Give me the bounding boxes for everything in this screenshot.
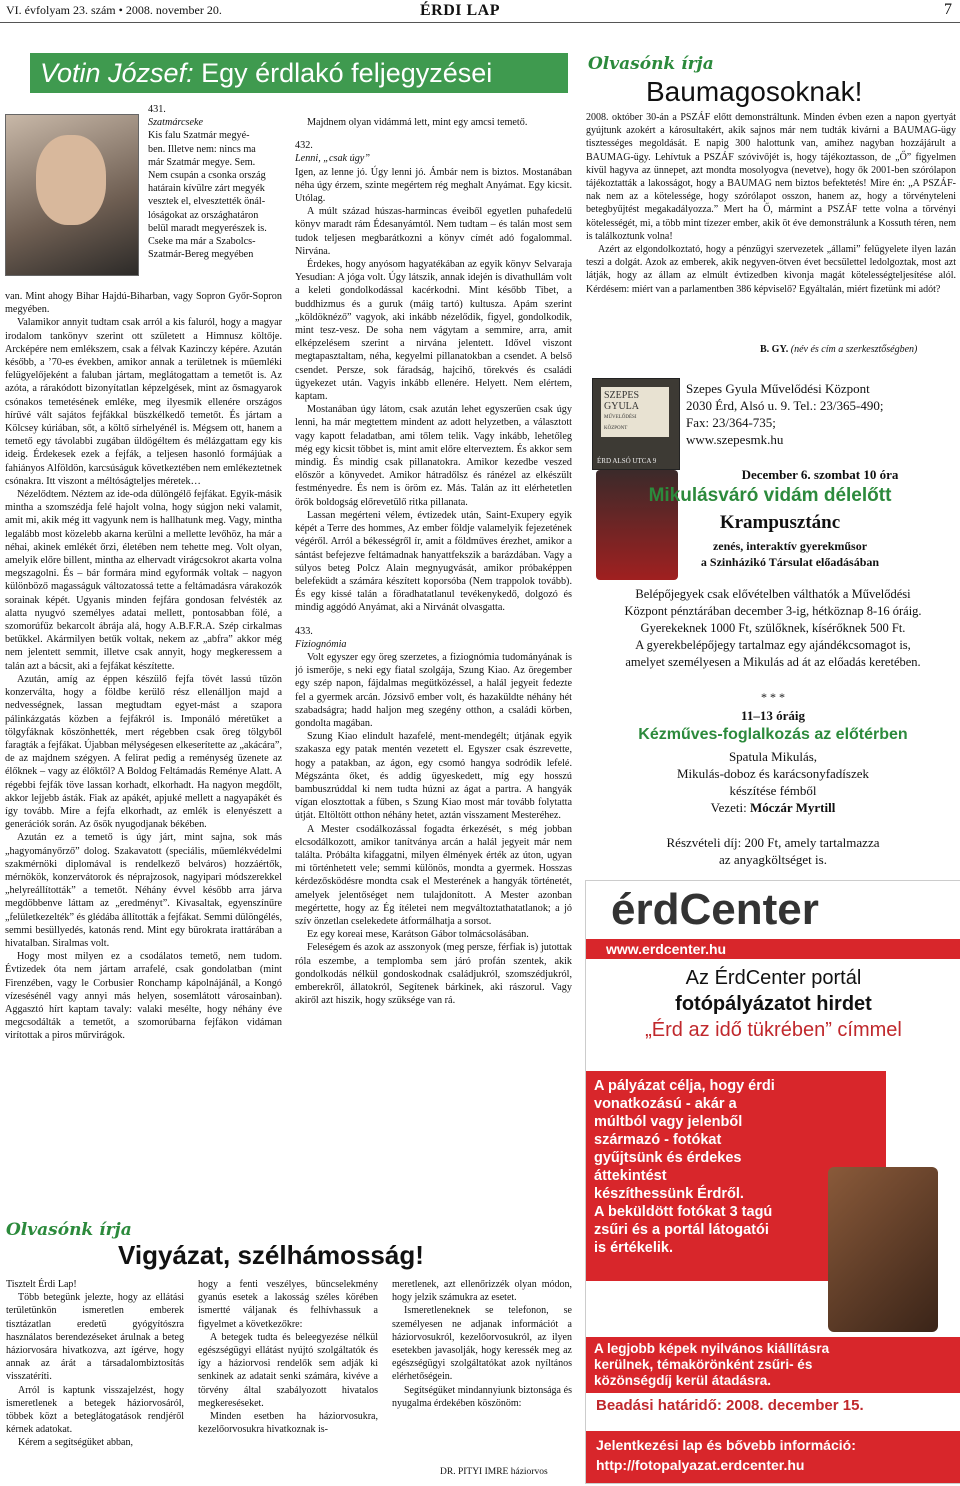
right-section-label: Olvasónk írja — [588, 54, 714, 74]
paragraph: Tisztelt Érdi Lap! — [6, 1279, 77, 1290]
logo-text: GYULA — [604, 401, 639, 412]
paragraph: Ez egy koreai mese, Karátson Gábor tolmácsolásában. — [307, 929, 529, 941]
paragraph: Feleségem és azok az asszonyok (meg persze, férfiak is) jutottak róla eszembe, a templomba sem járó profán szentek, akik gondolkodás nélkül gondoskodnak családjukról, szomszédjukról, emberekről, állatokról, Segítenek bárkinek, aki rászorul. Vagy akiről azt hiszik, hogy szüksége van rá. — [295, 942, 572, 1007]
workshop-items — [588, 748, 958, 816]
masthead: ÉRDI LAP — [420, 2, 501, 19]
vintage-camera-image — [828, 1167, 938, 1332]
paragraph: Segítségüket mindannyiunk biztonsága és nyugalma érdekében köszönöm: — [392, 1384, 572, 1409]
entry-number-431: 431. — [148, 104, 166, 115]
ad-text: A pályázat célja, hogy érdi — [594, 1078, 775, 1094]
ad-footer — [586, 1431, 960, 1483]
ad-line2: fotópályázatot hirdet — [675, 993, 872, 1015]
article-banner — [30, 53, 568, 93]
ad-text: kerülnek, témakörönként zsűri- és — [594, 1357, 813, 1372]
ad-text: gyűjtsünk és érdekes — [594, 1150, 742, 1166]
paragraph: hogy a fenti veszélyes, bűncselekmény gyanús esetek a lakosság széles körében ismertté váljanak és felhívhassuk a figyelmet a következőkre: — [198, 1279, 378, 1330]
workshop-title: Kézműves-foglalkozás az előtérben — [638, 726, 908, 743]
signature: B. GY. — [760, 344, 789, 355]
ad-line3: „Érd az idő tükrében” címmel — [645, 1019, 902, 1041]
right-letter-body — [586, 111, 956, 343]
event-date: December 6. szombat 10 óra — [741, 467, 899, 482]
ad-footer-link[interactable]: http://fotopalyazat.erdcenter.hu — [596, 1457, 805, 1473]
workshop-item: Mikulás-doboz és karácsonyfadíszek — [676, 766, 870, 781]
ad-text: A beküldött fotókat 3 tagú — [594, 1204, 773, 1220]
leader-name: Móczár Myrtill — [750, 800, 836, 815]
ad-text: is értékelik. — [594, 1240, 673, 1256]
ad-text: A legjobb képek nyilvános kiállításra — [594, 1341, 830, 1356]
article-title: Egy érdlakó feljegyzései — [201, 58, 493, 88]
bottom-letter-col-2 — [198, 1278, 378, 1482]
intro-line: Szatmár-Bereg megyében — [148, 249, 254, 261]
article-author: Votin József: — [40, 58, 194, 88]
ad-footer-text: Jelentkezési lap és bővebb információ: — [596, 1437, 856, 1453]
paragraph: Ismeretleneknek se telefonon, se személyesen ne adjanak információt a háziorvosukról, kezelőorvosukról, az ilyen esetekben javasolják, hogy keressék meg az egészségügyi szolgáltatókat azok nyíltános elérhetőségein. — [392, 1305, 572, 1383]
ad-text: közönségdíj kerül átadásra. — [594, 1373, 772, 1388]
entry-title-431: Szatmárcseke — [148, 117, 204, 129]
paragraph: Azért az elgondolkoztató, hogy a pénzügyi szervezetek „állami” felügyelete ilyen lazán teszi a dolgát. Azok az emberek, akik negyven-ötven évet becsülettel ledolgoztak, most azt látják, hogy az állam az elmúlt évtizedben kivonja magát kötelességteljesítése alól. Kérdésem: miért van a parlamentben 386 képviselő? Egyáltalán, miért fizetünk mi adót? — [586, 244, 956, 295]
info-line: Belépőjegyek csak elővételben válthatók a Művelődési — [635, 587, 911, 601]
fee-line: az anyagköltséget is. — [719, 852, 827, 867]
event-sub: zenés, interaktív gyerekműsor — [712, 539, 868, 553]
right-letter-title: Baumagosoknak! — [646, 76, 863, 107]
ad-text: múltból vagy jelenből — [594, 1114, 743, 1130]
ad-text: vonatkozású - akár a — [594, 1096, 737, 1112]
paragraph: Hogy most milyen ez a csodálatos temető, nem tudom. Évtizedek óta nem jártam arrafelé, csak gondolatban (mint Firenzében, vagy le Corbusier Ronchamp kápolnájánál, a Kongó vízesésénél vagy annyi más helyen, sosemlátott városainban). Aggasztó hírt kaptam tavaly: valaki mesélte, hogy néhány éve megcsodálták a temetőt, a szomorúbarna fejfákon vidáman virítottak a piros műrvirágok. — [5, 951, 282, 1042]
paragraph: van. Mint ahogy Bihar Hajdú-Biharban, vagy Sopron Győr-Sopron megyében. — [5, 291, 282, 316]
logo-text: MŰVELŐDÉSI — [604, 415, 637, 420]
intro-line: Nem csupán a csonka ország — [148, 170, 266, 182]
paragraph: 2008. október 30-án a PSZÁF előtt demonstráltunk. Minden évben ezen a napon gyertyát gyújtunk azokért a károsultakért, akik sajnos már nem tudták kivárni a BAUMAG-ügy tisztességes megoldását. E napig 300 halottunk van, amihez nagyban hozzájárult a BAUMAG-ügy. Lehívtuk a PSZÁF szóvivőjét is, hogy tájékoztasson, de „Ő” figyelmen kívül hagyva az ünnepet, azt mondta mosolyogva (nevetve), hogy ők 2001-ben szórólapon tájékoztatták a lakosságot, hogy a BAUMAG nem biztos befektetés! Mire én: „A PSZÁF-nak nem az a kötelessége, hogy szórólapot osszon, hanem az, hogy a törvényteleni betegbyűjtést megakadályozza.” Mert ha Ő, mármint a PSZÁF tette volna a törvényi kötelességét, mi, a több mint tízezer ember, akik öt éve demonstrálunk a Kossuth téren, nem is találkoztunk volna! — [586, 112, 956, 242]
intro-line: határain kívülre zárt megyék — [148, 183, 265, 195]
event-sub: a Szinházikó Társulat előadásában — [700, 555, 880, 569]
info-line: amelyet személyesen a Mikulás ad át az előadás keretében. — [625, 655, 921, 669]
logo-text: SZEPES — [604, 390, 640, 401]
ad-text: áttekintést — [594, 1168, 667, 1184]
ad-deadline: Beadási határidő: 2008. december 15. — [596, 1397, 864, 1414]
event-description — [680, 538, 900, 570]
article-intro — [148, 103, 282, 261]
intro-line: már Szatmár megye. Sem. — [148, 156, 256, 168]
leader-label: Vezeti: — [710, 800, 747, 815]
paragraph: Szung Kiao elindult hazafelé, ment-mendegélt; útjának egyik szakasza egy patak mentén vezetett el. Egyszer csak észrevette, hogy a patakban, az ágon, egy csomó hangya sodródik lefelé. Mégszánta őket, és addig ügyeskedett, míg egy hosszú bambuszrúddal ki nem tudta húzni az ágat a partra. A hangyák vígan elosztottak a fűben, s Szung Kiao most már tovább folytatta útját. Eltöltött otthon néhány hetet, aztán visszament Mesteréhez. — [295, 731, 572, 822]
paragraph: A múlt század húszas-harmincas éveiből egyetlen puhafedelű könyv maradt rám Édesanyámtól. Nem tudtam – és talán most sem tudok teljesen megbarátkozni a könyv címét adó fogalommal. Nirvána. — [295, 206, 572, 257]
article-column-1 — [5, 290, 282, 1202]
ad-text: zsűri és a portál látogatói — [594, 1222, 769, 1238]
bottom-letter-col-1 — [6, 1278, 184, 1482]
logo-text: KÖZPONT — [604, 426, 628, 431]
bottom-letter-signature: DR. PITYI IMRE háziorvos — [440, 1467, 548, 1477]
entry-title-433: Fiziognómia — [295, 638, 347, 650]
paragraph: Volt egyszer egy öreg szerzetes, a fiziognómia tudományának is jó ismerője, s neki egy fiatal szolgája, Szung Kiao. Az öregember egy szép napon, fájdalmas megütközéssel, a halál jegyeit fedezte fel a gyermek arcán. Józsivő ember volt, és hazaküldte néhány hét szabadságra; hadd haljon meg szegény otthon, a családi körben, gondolta magában. — [295, 651, 572, 729]
paragraph: Igen, az lenne jó. Úgy lenni jó. Ámbár nem is biztos. Mostanában néha úgy érzem, szinte megértem rég meghalt Anyámat. Egy kicsit. Utólag. — [295, 166, 572, 205]
paragraph: Azután ez a temető is úgy járt, mint sajna, sok más „hagyományőrző” dolog. Szakavatott (speciális, műemlékvédelmi szakmérnöki diplomával is rendelkező belváros) hozzáértők, mérnökök, konzervátorok és néprajzosok, nagyipari módszerekkel „helyreállították” a temetőt. Néhány évvel később arra járva megdöbbenve láttam az „eredményt”. Kivasaltak, egyenszínűre „felületkezelték” és glédába állították a fejfákat. Semmi dülöngélés, semmi besüllyedés, katonás rend. Mint egy bürokrata irattárában a hivatalban. Siralmas volt. — [5, 832, 282, 949]
paragraph: Azután, amíg az éppen készülő fejfa tövét lassú tűzön konzerválta, hogy a földbe kerülő rész ellenálljon majd a nedvességnek, lassan megtudtam egyet-mást a szapora pálinkázgatás közben a fejfákról is. Imponáló méretüket a tölgyfáknak köszönhették, mert régebben csak öreg tölgyből faragták a fejfákat. Újabban mélységesen elkeserítette az „akácára”, de az majdnem szégyen. A felirat pedig a reménység üzenete az élőknek – vagy az élőktől? A Boldog Feltámadás Reménye Alatt. A régebbi fejfák töve lassan korhadt, elkorhadt. Ha nagyon megdőlt, akkor lejjebb ásták. Fiak az apákét, apjuké mellett a nagyapákét és így tovább. Mire a fejfa elkorhadt, az emlék is elenyészett a generációk során. Az ősök nyugodjanak békében. — [5, 673, 282, 831]
intro-line: lóságokat az országhatáron — [148, 209, 259, 221]
right-letter-signature — [760, 344, 917, 355]
paragraph: Arról is kaptunk visszajelzést, hogy ismeretlenek a betegek háziorvosáról, többek közt a beteglátogatások rendjéről kérnek adatokat. — [6, 1384, 184, 1436]
paragraph: Minden esetben ha háziorvosukra, kezelőorvosukra hivatkoznak is- — [198, 1411, 378, 1436]
paragraph: Lassan megérteni vélem, évtizedek után, Saint-Exupery egyik képét a Terre des hommes, Az ember földje valamelyik fejezetének végéről. Arról a békességről ír, amit a földműves érezhet, amikor a sántást befejezve feltámadnak hanyattfekszik a barázdában. Vagy a súlyos beteg Polcz Alain megnyugvását, amikor próbaképpen belefeküdt a számára készített koporsóba (Nem trappolok tovább). És egy kissé talán a föradhatatlanul tevékenykedő, dolgozó és mindig aggódó Anyámat, aki a Nirvánát olvasgatta. — [295, 509, 572, 614]
paragraph: meretlenek, azt ellenőrizzék olyan módon, hogy jelzik számukra az esetet. — [392, 1279, 572, 1304]
info-line: A gyerekbelépőjegy tartalmaz egy ajándékcsomagot is, — [635, 638, 911, 652]
ticket-info — [588, 586, 958, 671]
paragraph: Valamikor annyit tudtam csak arról a kis faluról, hogy a magyar irodalom tankönyv szerint ott született a Himnusz költője. Arcképére nem emlékszem, csak a félvak Kazinczy képére. Azután később, a ’70-es években, amikor annak a területnek is műemléki felügyelőjeként a faluban jártam, meglátogattam a temetőt is. Az azóta, a rárakódott bizonyítatlan képzelgések, mint az ősmagyarok csónakos temetésének emléke, meg ilyesmik ellenére országos hírűvé vált sajátos fejfákkal büszkélkedő temetőt. És jártam a Kölcsey kúriában, sőt, a költő sírhelyénél is. Mégsem ott, hanem a temető egy távolabbi zugában üldögéltem és mélázgattam egy kis ideig. Érdekesek ezek a fejfák, a teljesen hasonló formájúak a fahiányos Alföldön, karcsúságuk következtében nem emlékeztetnek csónakra. Itt viszont a méltóságteljes méretek… — [5, 317, 282, 487]
ad-prize-box — [586, 1337, 960, 1393]
venue-info — [686, 380, 883, 448]
venue-logo-image — [592, 378, 680, 470]
author-portrait — [5, 114, 139, 276]
portrait-face — [36, 135, 106, 225]
article-column-2 — [295, 116, 572, 1202]
paragraph: Mostanában úgy látom, csak azután lehet egyszerűen csak úgy lenni, ha már megtettem mindent az adott helyzetben, a választott vagy kapott feladatban, ami tőlem telik. Vagy inkább, lehetőleg még egy kicsit többet is, mint amit előre elterveztem. És akkor sem mindig. És mindig csak pillanatokra. Amikor kezedbe veszed először a könyvedet. Amikor hátradőlsz és ránézel az elkészült festményedre. És nem is öröm ez. Más. Talán az itt elérhetetlen örök boldogság előrevetülő ritka pillanata. — [295, 404, 572, 508]
intro-line: Cseke ma már a Szabolcs- — [148, 236, 256, 248]
venue-line: 2030 Érd, Alsó u. 9. Tel.: 23/365-490; — [686, 398, 884, 413]
bottom-letter-title: Vigyázat, szélhámosság! — [118, 1240, 424, 1270]
paragraph: A Mester csodálkozással fogadta érkezését, s még jobban elcsodálkozott, amikor tanítványa arcán a halál jegyeit már nem találta. Próbálta kifaggatni, milyen élmények érték az úton, ugyan mi történhetett vele; semmi különös, mondta a gyermek. Hosszas kérdezősködésre mondta csak el Mesterének a hangyák történetét, amelyek jelentőséget nem tulajdonított. A Mester azonban megértette, hogy az Ég ítéletei nem megváltoztathatatlanok; a jó szív önzetlan cselekedete átformálhatja a sorsot. — [295, 823, 572, 927]
paragraph: Érdekes, hogy anyósom hagyatékában az egyik könyv Selvaraja Yesudian: A jóga volt. Úgy látszik, annak idején is divathullám volt a keleti gondolkodással kacérkodni. Mint később Tibet, a buddhizmus és a guruk (máig tartó) kultusza. Apám szerint „köldöknéző” vagyok, aki inkább nézelődik, figyel, gondolkodik, mint tesz-vesz. De soha nem vágytam a semmire, arra, amit elképzelésem szerint a nirvána jelentett. Idővel viszont megtapasztaltam, néha, kegyelmi pillanatokban a csendet. A belső csendet. Persze, sok fáradság, hajcihő, törekvés és családi ügyekezet után. Vagyis inkább ellenére. Helyett. Nem elértem, kaptam. — [295, 259, 572, 403]
venue-line: Fax: 23/364-735; — [686, 415, 776, 430]
intro-line: Kis falu Szatmár megyé- — [148, 130, 250, 142]
workshop-item: készítése fémből — [729, 783, 817, 798]
logo-text: ÉRD ALSÓ UTCA 9 — [597, 457, 657, 465]
intro-line: belül maradt megyerészek is. — [148, 222, 267, 234]
venue-line: www.szepesmk.hu — [686, 432, 784, 447]
signature-note: (név és cím a szerkesztőségben) — [790, 344, 918, 355]
event-subtitle: Krampusztánc — [719, 512, 841, 533]
entry-title-432: Lenni, „csak úgy” — [295, 153, 370, 165]
paragraph: A betegek tudta és beleegyezése nélkül egészségügyi ellátást nyújtó szolgáltatók és így a háziorvosi rendelők sem adják ki senkinek az adatait senki számára, kivéve a törvény által szabályozott hivatalos megkereséseket. — [198, 1331, 378, 1409]
bottom-letter-col-3 — [392, 1278, 572, 1464]
info-line: Központ pénztárában december 3-ig, hétköznap 8-16 óráig. — [624, 604, 922, 618]
workshop-fee — [588, 834, 958, 868]
paragraph: Nézelődtem. Néztem az ide-oda dülöngélő fejfákat. Egyik-másik mintha a szomszédja felé hajolt volna, hogy súgjon neki valamit, amit mi, akik még itt vagyunk nem is hallhatunk meg. Vagy, mintha legalább most közelebb akarna kerülni a mellette levőhöz, ha már a néhai, akinek emlékét őrzi, életében nem tehette meg. Volt olyan, amelyik előre billent, mintha az elhervadt virágcsokrot akarta volna megszagolni. És – bár formára mind egyformák voltak – nagyon különböző magasságuk változatossá tette a feltámadásra várakozók sorainak képét. Ugyanis minden fejfára gondosan felvésték az alatta nyugvó személyes adatai mellett, pontosabban fölé, a szomorúfűz bekarcolt ábrája alá, hogy A.B.F.R.A. Szép cirkalmas betűkkel. Akármilyen betűk voltak, nekem az „abfra” akkor még nem jelentett semmit, illetve csak annyit, hogy megkeressem a talán azt a bácsit, aki a fejfákat készítette. — [5, 489, 282, 672]
fee-line: Részvételi díj: 200 Ft, amely tartalmazza — [666, 835, 880, 850]
workshop-hours: 11–13 óráig — [741, 708, 805, 723]
workshop-item: Spatula Mikulás, — [728, 749, 818, 764]
ad-logo: érdCenter — [611, 885, 819, 934]
paragraph: Több betegünk jelezte, hogy az ellátási területünkön ismeretlen emberek tisztázatlan eredetű gyógyítószra használatos berendezéseket árulnak a beteg háziorvosára hivatkozva, azt ígérve, hogy annak az árát a társadalombiztosítás visszatéríti. — [6, 1292, 184, 1383]
paragraph: Kérem a segítségüket abban, — [18, 1437, 133, 1449]
erdcenter-ad — [585, 880, 960, 1484]
info-line: Gyerekeknek 1000 Ft, szülőknek, kísérőknek 500 Ft. — [640, 621, 906, 635]
event-title: Mikulásváró vidám délelőtt — [648, 485, 892, 506]
separator-stars: * * * — [761, 690, 785, 704]
entry-number-432: 432. — [295, 140, 313, 152]
ad-text: készíthessünk Érdről. — [594, 1186, 744, 1202]
page-number: 7 — [944, 1, 952, 18]
ad-line1: Az ÉrdCenter portál — [685, 967, 862, 989]
bottom-section-label: Olvasónk írja — [6, 1220, 132, 1240]
ad-url[interactable]: www.erdcenter.hu — [586, 939, 960, 959]
ad-text: származó - fotókat — [594, 1132, 722, 1148]
page-header — [0, 0, 960, 23]
paragraph: Majdnem olyan vidámmá lett, mint egy amcsi temető. — [307, 117, 528, 128]
intro-line: ben. Illetve nem: nincs ma — [148, 143, 256, 155]
intro-line: vesztek el, elvesztették önál- — [148, 196, 266, 208]
entry-number-433: 433. — [295, 625, 313, 637]
issue-info: VI. évfolyam 23. szám • 2008. november 20. — [6, 3, 222, 17]
venue-line: Szepes Gyula Művelődési Központ — [686, 381, 870, 396]
